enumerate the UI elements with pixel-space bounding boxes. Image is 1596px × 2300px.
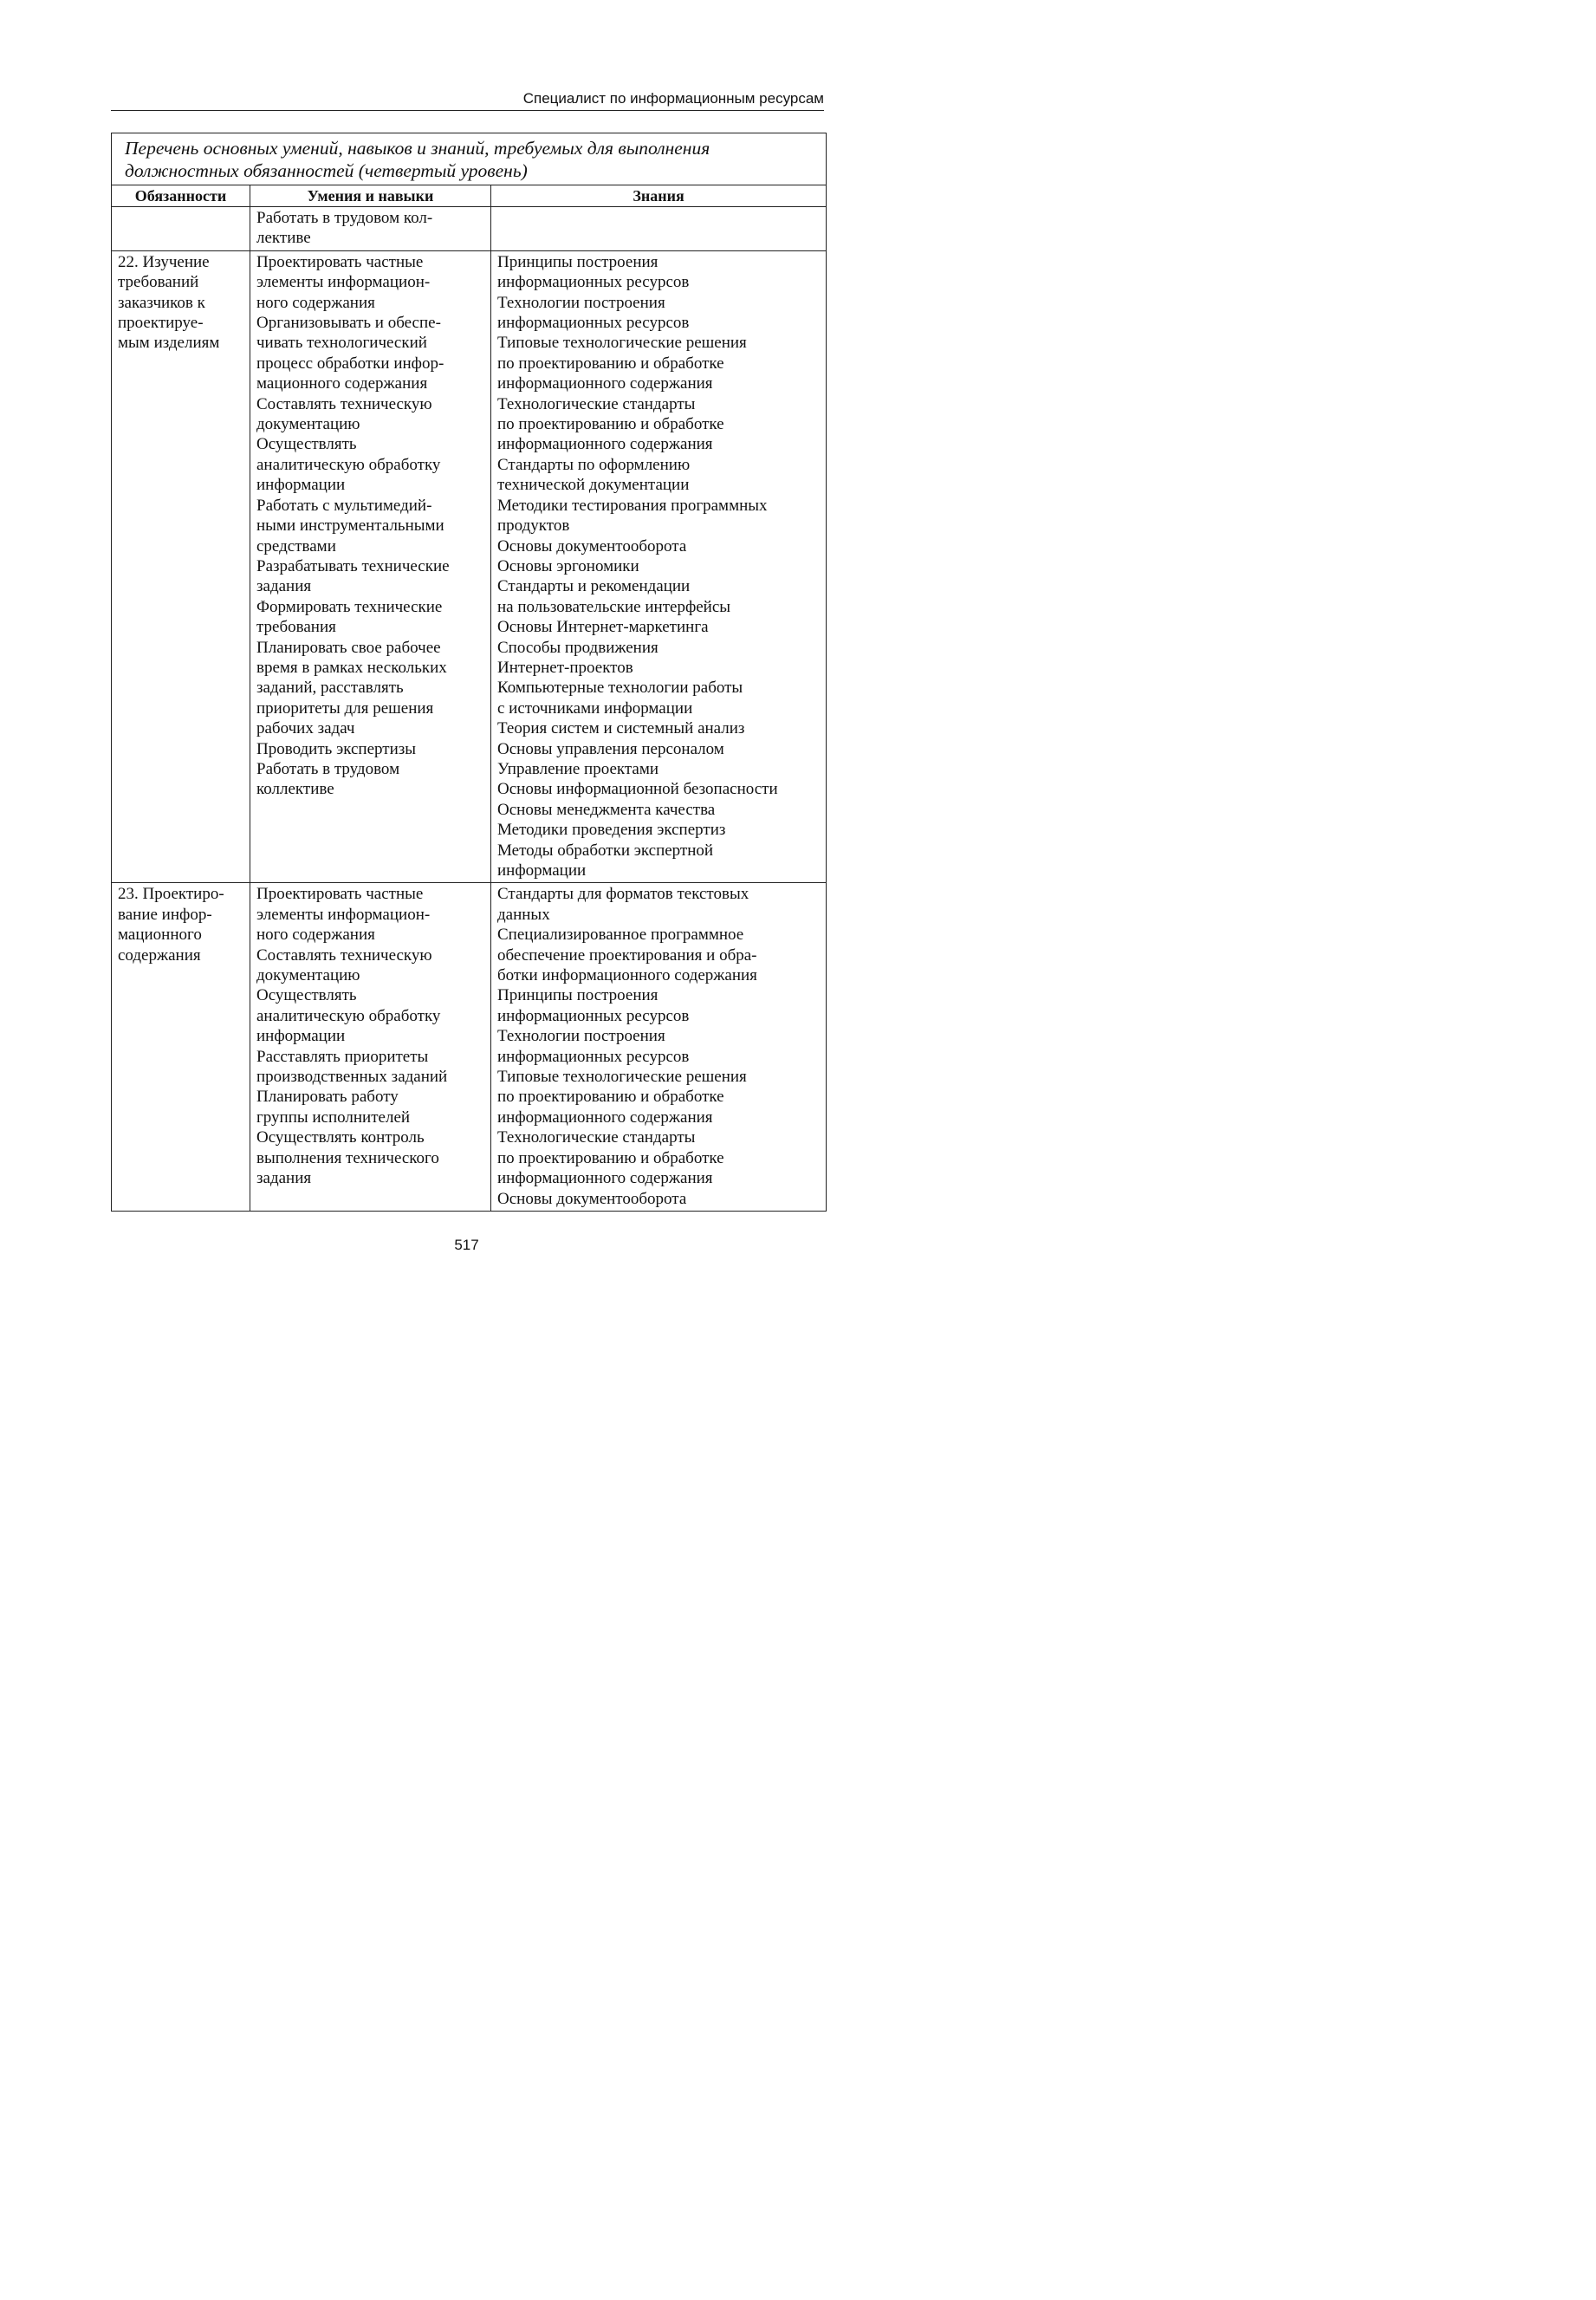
cell-line: Типовые технологические решения: [497, 334, 747, 353]
cell-line: группы исполнителей: [256, 1108, 411, 1127]
cell-line: Технологические стандарты: [497, 1128, 696, 1147]
cell-line: проектируе-: [118, 314, 204, 333]
cell-line: 22. Изучение: [118, 252, 210, 271]
knowledge-cell: [491, 883, 827, 1212]
cell-line: по проектированию и обработке: [497, 1148, 724, 1167]
cell-line: Основы документооборота: [497, 1189, 687, 1208]
running-header-text: Специалист по информационным ресурсам: [522, 90, 824, 107]
cell-line: информации: [497, 861, 587, 880]
cell-line: Стандарты и рекомендации: [497, 577, 691, 596]
cell-line: аналитическую обработку: [256, 455, 441, 474]
cell-line: Расставлять приоритеты: [256, 1047, 429, 1066]
cell-line: Теория систем и системный анализ: [497, 719, 745, 738]
cell-line: Технологии построения: [497, 1027, 665, 1046]
duty-cell: [112, 883, 250, 1212]
cell-line: ными инструментальными: [256, 517, 444, 536]
cell-line: Проектировать частные: [256, 885, 424, 904]
cell-line: коллективе: [256, 780, 334, 799]
cell-line: рабочих задач: [256, 719, 355, 738]
duty-cell: [112, 207, 250, 251]
cell-line: Основы Интернет-маркетинга: [497, 618, 709, 637]
cell-line: с источниками информации: [497, 698, 693, 718]
cell-line: содержания: [118, 945, 201, 965]
cell-line: Типовые технологические решения: [497, 1068, 747, 1087]
cell-line: Составлять техническую: [256, 394, 432, 413]
cell-line: Формировать технические: [256, 597, 443, 616]
cell-line: ботки информационного содержания: [497, 966, 757, 985]
competency-table: [111, 133, 827, 1212]
column-header-skills: Умения и навыки: [250, 185, 491, 207]
skills-cell: [250, 250, 491, 883]
cell-line: Работать с мультимедий-: [256, 496, 432, 515]
cell-line: аналитическую обработку: [256, 1006, 441, 1025]
cell-line: Компьютерные технологии работы: [497, 679, 743, 698]
knowledge-cell: [491, 207, 827, 251]
cell-line: обеспечение проектирования и обра-: [497, 945, 757, 965]
cell-line: чивать технологический: [256, 334, 427, 353]
cell-line: Осуществлять: [256, 435, 357, 454]
cell-line: мационного: [118, 926, 202, 945]
cell-line: процесс обработки инфор-: [256, 354, 444, 373]
cell-line: по проектированию и обработке: [497, 415, 724, 434]
cell-line: информационного содержания: [497, 1169, 713, 1188]
cell-line: элементы информацион-: [256, 905, 431, 924]
cell-line: информационных ресурсов: [497, 314, 690, 333]
cell-line: 23. Проектиро-: [118, 885, 224, 904]
skills-cell: [250, 883, 491, 1212]
cell-line: информационных ресурсов: [497, 1006, 690, 1025]
cell-line: технической документации: [497, 476, 690, 495]
cell-line: Стандарты по оформлению: [497, 455, 691, 474]
cell-line: Организовывать и обеспе-: [256, 314, 441, 333]
cell-line: по проектированию и обработке: [497, 1088, 724, 1107]
cell-line: Осуществлять: [256, 986, 357, 1005]
cell-line: Проектировать частные: [256, 252, 424, 271]
cell-line: информационного содержания: [497, 374, 713, 393]
table-row: [112, 883, 827, 1212]
caption-line: Перечень основных умений, навыков и знаний, требуемых для выполнения: [125, 138, 710, 159]
cell-line: Методики проведения экспертиз: [497, 821, 726, 840]
cell-line: Технологические стандарты: [497, 394, 696, 413]
cell-line: информационных ресурсов: [497, 273, 690, 292]
cell-line: информации: [256, 476, 346, 495]
cell-line: Способы продвижения: [497, 638, 659, 657]
cell-line: Разрабатывать технические: [256, 556, 450, 575]
cell-line: вание инфор-: [118, 905, 212, 924]
cell-line: Составлять техническую: [256, 945, 432, 965]
cell-line: время в рамках нескольких: [256, 658, 447, 677]
duty-cell: [112, 250, 250, 883]
cell-line: Основы менеджмента качества: [497, 800, 716, 819]
table-row: [112, 250, 827, 883]
cell-line: выполнения технического: [256, 1148, 439, 1167]
cell-line: Интернет-проектов: [497, 658, 633, 677]
table-row: [112, 207, 827, 251]
running-header: [111, 89, 824, 111]
skills-cell: [250, 207, 491, 251]
cell-line: Принципы построения: [497, 252, 659, 271]
knowledge-cell: [491, 250, 827, 883]
column-header-duties: Обязанности: [112, 185, 250, 207]
cell-line: Специализированное программное: [497, 926, 744, 945]
cell-line: требований: [118, 273, 199, 292]
cell-line: на пользовательские интерфейсы: [497, 597, 731, 616]
cell-line: Методы обработки экспертной: [497, 841, 714, 860]
cell-line: задания: [256, 1169, 312, 1188]
cell-line: информационных ресурсов: [497, 1047, 690, 1066]
cell-line: ного содержания: [256, 926, 375, 945]
table-header-row: [112, 185, 827, 207]
cell-line: мым изделиям: [118, 334, 220, 353]
column-header-knowledge: Знания: [491, 185, 827, 207]
cell-line: лективе: [256, 229, 311, 248]
cell-line: заказчиков к: [118, 293, 205, 312]
cell-line: элементы информацион-: [256, 273, 431, 292]
page-number: 517: [454, 1237, 479, 1253]
cell-line: Основы управления персоналом: [497, 739, 724, 758]
cell-line: ного содержания: [256, 293, 375, 312]
cell-line: по проектированию и обработке: [497, 354, 724, 373]
table-caption: [112, 133, 827, 185]
cell-line: Работать в трудовом кол-: [256, 209, 433, 227]
cell-line: задания: [256, 577, 312, 596]
cell-line: документацию: [256, 966, 360, 985]
cell-line: Осуществлять контроль: [256, 1128, 425, 1147]
cell-line: производственных заданий: [256, 1068, 448, 1087]
cell-line: Работать в трудовом: [256, 759, 400, 778]
cell-line: Основы эргономики: [497, 556, 639, 575]
cell-line: Основы информационной безопасности: [497, 780, 778, 799]
cell-line: средствами: [256, 536, 336, 556]
table-caption-row: [112, 133, 827, 185]
table-body: [112, 207, 827, 1212]
cell-line: данных: [497, 905, 550, 924]
cell-line: Планировать свое рабочее: [256, 638, 441, 657]
cell-line: Проводить экспертизы: [256, 739, 417, 758]
cell-line: Стандарты для форматов текстовых: [497, 885, 749, 904]
cell-line: Принципы построения: [497, 986, 659, 1005]
cell-line: мационного содержания: [256, 374, 428, 393]
cell-line: приоритеты для решения: [256, 698, 434, 718]
cell-line: документацию: [256, 415, 360, 434]
cell-line: Планировать работу: [256, 1088, 399, 1107]
cell-line: Технологии построения: [497, 293, 665, 312]
cell-line: продуктов: [497, 517, 570, 536]
cell-line: требования: [256, 618, 336, 637]
cell-line: Основы документооборота: [497, 536, 687, 556]
caption-line: должностных обязанностей (четвертый уровень): [125, 160, 528, 181]
cell-line: Управление проектами: [497, 759, 659, 778]
cell-line: Методики тестирования программных: [497, 496, 768, 515]
cell-line: информационного содержания: [497, 435, 713, 454]
cell-line: информации: [256, 1027, 346, 1046]
cell-line: информационного содержания: [497, 1108, 713, 1127]
cell-line: заданий, расставлять: [256, 679, 404, 698]
